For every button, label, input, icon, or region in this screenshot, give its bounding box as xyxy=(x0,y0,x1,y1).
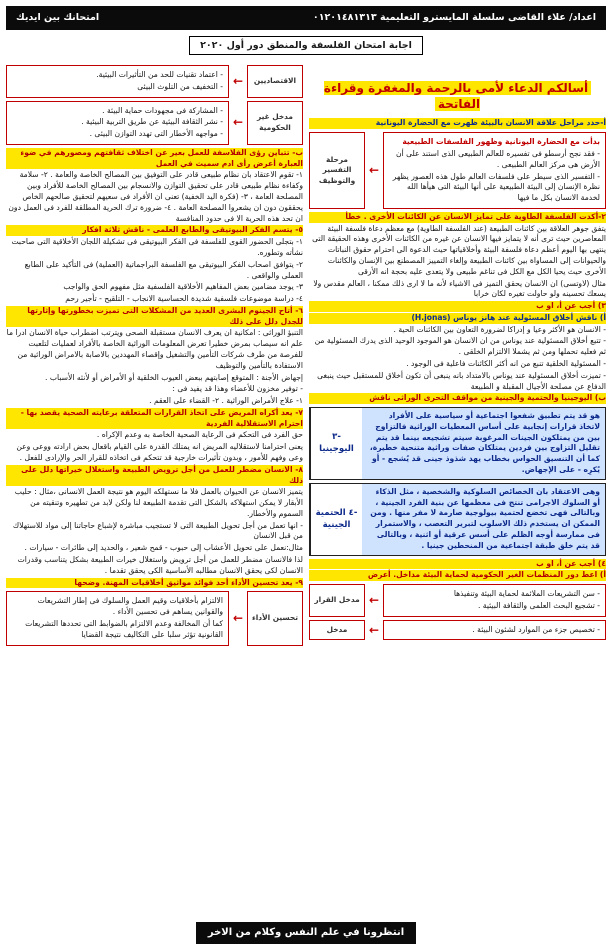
eugenics-row xyxy=(309,407,606,480)
performance-arrow-icon: ← xyxy=(232,610,244,625)
q7-item-2: يعنى احترامنا لاستقلاليه المريض انه يمتلك القدرة على القيام باقعال بحض ارادته ووعى وعن وعى وفهم للأمور ، وبدون تأثيرات خارجية قد تتحكم فى اتخاذه للقرار الحر والإرادى للفعل . xyxy=(16,442,303,462)
ngo-item-3: - مواجهه الأخطار التى تهدد التوازن البيئى . xyxy=(89,129,223,139)
ngo-item-2: - نشر الثقافة البيئية عن طريق التربية البيئية . xyxy=(81,117,223,127)
genetic-determinism-text: وهى الاعتقاد بان الخصائص السلوكية والشخصية ، مثل الذكاء أو السلوك الاجرامى تنتج فى معظمها عن بنية الفرد الجينية ، وبالتالى فهى تخضع لحتمية بيولوجية صارمة لا مفر منها . ومن الممكن ان يستخدم ذلك الاسلوب لتبرير التعصب ، والاستمرار فى ممارسة أوجه الظلم على أسس عرقية أو اثنية ، وبالتالى قد يتم خلق طبقة اجتماعية من المنحطين جينيا . xyxy=(362,484,605,555)
stage-box-label: مرحلة التفسير والتوظيف xyxy=(309,132,365,209)
q7-text: ٧- يعد أكراه المريض على اتخاذ القرارات المتعلقة برعايته الصحية يقصد بها - احترام الاستقلالية الفردية xyxy=(6,408,303,430)
header-exam: امتحانك بين ايديك xyxy=(16,12,100,24)
footer-text: انتظرونا في علم النفس وكلام من الاخر xyxy=(196,922,416,944)
economists-box xyxy=(6,65,303,98)
decision-box-label: مدخل القرار xyxy=(309,584,365,617)
title-wrap xyxy=(6,36,606,58)
economists-label: الاقتصاديين xyxy=(247,65,303,98)
q6-item-2: إجهاض الأجنة : المتوقع إصابتهم ببعض العيوب الخلقية أو الأمراض أو لأنثه الأسباب . xyxy=(45,372,303,382)
dua-title-text: أسالكم الدعاء لأمى بالرحمة والمغفرة وقراءة الفاتحة xyxy=(324,81,591,111)
decision-item-2: - تشجيع البحث العلمى والثقافة البيئية . xyxy=(477,600,600,610)
economists-arrow-icon: ← xyxy=(232,73,244,88)
entry-arrow-icon: ← xyxy=(368,622,380,637)
q7-item-1: حق الفرد فى التحكم فى الرعاية الصحية الخاصة به وعدم الإكراه . xyxy=(96,430,303,440)
decision-item-1: - سن التشريعات الملائمة لحماية البيئة وتنفيذها xyxy=(453,589,600,599)
q9-text: ٩- يعد تحسين الأداء أحد فوائد مواثيق أخلاقيات المهنة. وضحها xyxy=(6,578,303,589)
q3a-item-2: - تتبع أخلاق المسئولية عند يوناس من ان الانسان هو الموجود الوحيد الذى يدرك المسئولية من ثم فعليه تحملها ومن ثم يشملا الالتزام الخلقى . xyxy=(314,336,606,357)
eugenics-text: هو قد يتم تطبيق شفعوا اجتماعية أو سياسية على الأفراد لاتخاذ قرارات إنجابية على أساس المعطيات الوراثية فالتزاوج بين من يمتلكون الجينات المرغوبة سيتم تشجيعه بينما قد يتم تقليل التزاوج بين فردين يمتلكان صفات وراثية متنحية خطيرة، كما أن التنسيق الحواس بخطاب يهد شذوذ جينى قد يُشجع - أو يُكرِه - على الإجهاض. xyxy=(362,408,605,479)
q3-text: ٣) أجب عن أ، او ب xyxy=(309,301,606,312)
performance-item-1: الالتزام بأخلاقيات وقيم العمل والسلوك فى إطار التشريعات والقوانين يساهم فى تحسين الأداء . xyxy=(37,596,223,617)
q6-item-1: التنبؤ الوراثى : امكانية ان يعرف الانسان مستقبلة الصحى ويترتب اضطراب حياة الانسان ادرا ما علم انه سيصاب بمرض خطيرا تعرض المعلومات الوراثية الخاصة بالأفراد لعمليات لتلعبت للفرصة من طرف شركات التأمين والتشغيل وإقصاء المهددين بالاصابة بالامراض الوراثية من الاستفادة بالتأمين والتوظيف xyxy=(6,328,303,370)
q6-item-4: ١- علاج الأمراض الوراثية . ٢- القضاء على العقم . xyxy=(149,396,303,406)
eugenics-label: -٣ اليوجينيا xyxy=(310,408,362,479)
stage-box-content xyxy=(383,132,606,209)
right-column xyxy=(309,62,606,649)
q8-item-3: مثال:نعمل على تحويل الأعشاب إلى حبوب - قمح شعير ، والحديد إلى طائرات - سيارات . xyxy=(24,543,303,553)
smith-text: ١- تقوم الاعتقاد بان نظام طبيعى قادر على التوفيق بين المصالح الخاصة والعامة . ٢- سلامة وكفاءة نظام طبيعى قادر على تحقيق التوازن والانسجام بين المصالح الخاصة للأفراد وبين المصلحة العامة ، ٣- (فكرة اليد الخفية) تعنى ان الأفراد فى سعيهم لتحقيق صالحهم الخاص يحققون دون ان يشعروا المصلحة العامة . ٤- ضرورة ترك الحرية المطلقة للفرد فى العمل دون ان تحد هذه الحرية الا فى حدود المنافسة xyxy=(8,170,303,223)
q2-item-2: مثال (لاوتسى) ان الانسان يحقق التميز فى الاشياء لأنه ما لا ارى ذلك ممكنا ، العالم مقدس ولا يسعك تحسينه ولو حاولت تغيره لكان خرابا xyxy=(313,278,606,299)
entry-box xyxy=(309,620,606,641)
q3a-text: أ) ناقش أخلاق المسئولية عند هانز يوناس (H.jonas) xyxy=(309,313,606,324)
q4-text: ٤) أجب عن أ، او ب xyxy=(309,559,606,570)
entry-box-content xyxy=(383,620,606,641)
dua-title xyxy=(309,80,606,112)
q5-item-3: ٣- يوجد مضامين بعض المفاهيم الأخلاقية الفلسفية مثل مفهوم الحق والواجب xyxy=(63,282,303,292)
q-b-text: ب- تتباين رؤى الفلاسفة للعمل بعير عن اختلاف ثقافتهم ومصورهم في ضوء العبارة أعرض رأى ادم سميث في العمل xyxy=(6,148,303,170)
q6-item-3: - توفير مخزون للأعضاء وهذا قد يفيد فى : xyxy=(172,384,303,394)
economists-item-1: - اعتماد تقنيات للحد من التأثيرات البيئية. xyxy=(96,70,223,79)
left-column xyxy=(6,62,303,649)
stage-item-1: بدأت مع الحضارة اليونانية وظهور الفلسفات الطبيعية xyxy=(402,137,600,147)
q2-item-1: يتفق جوهر العلاقة بين كائنات الطبيعة (عند الفلسفة الطاوية) مع معظم دعاة فلسفة البيئة المعاصرين حيث ترى أنه لا يتمايز فيها الانسان عن غيره من الكائنات الأخرى وهذه الحقيقة التى ينتهى بها اليوم أعظم دعاة فلسفة البيئة وأخلاقياتها حيث الدعوة الى احترام حقوق النباتات والحيوانات إلى المساواة بين كائنات الطبيعة وإلغاء التمييز المصطنع بين الإنسان والكائنات الأخرى حيث يحيا الكل مع الكل فى تناغم طبيعى ولا يتعدى عليه بحجة انه الأرقى xyxy=(312,223,606,276)
decision-box xyxy=(309,584,606,617)
q8-item-1: يتميز الانسان عن الحيوان بالعمل فلا ما نستهلكه اليوم هو نتيجة العمل الانسانى ،مثال : حليب الأبقار لا يمكن استهلاكه بالشكل التى تقدمة الطبيعة لنا ولكن لابد من تطهيره وتنقيته من السموم والأخطار. xyxy=(14,487,303,518)
q3b-text: ب) اليوجينيا والحتمية والجينية من مواقف التحرى الوراثى ناقش xyxy=(309,393,606,404)
q1a-text: أ-حدد مراحل علاقة الانسان بالبيئة ظهرت مع الحضارة اليونانية xyxy=(309,118,606,129)
entry-box-label: مدخل xyxy=(309,620,365,641)
columns xyxy=(6,62,606,649)
q5-item-1: ١- بتجلى الحضور القوى للفلسفة فى الفكر البيوتيقى فى تشكيلة اللجان الأخلاقية التى صاحبت نشأته وتطوره. xyxy=(11,237,303,257)
genetic-determinism-row xyxy=(309,483,606,556)
decision-box-content xyxy=(383,584,606,617)
economists-item-2: - التخفيف من التلوث البيئى xyxy=(137,81,223,91)
q5-item-4: ٤- دراسة موضوعات فلسفية شديدة الحساسية الانجاب - التلقيح - تأجير رحم xyxy=(65,294,303,304)
economists-content xyxy=(6,65,229,98)
q5-text: ٥- يتسم الفكر البيوتيقى والطابع العلمى - ناقش ثلاثة افكار xyxy=(6,225,303,236)
header-bar xyxy=(6,6,606,30)
stage-item-2: - فقد نجح أرسطو فى تفسيره للعالم الطبيعى الذى استند على أن الأرض هى مركز العالم الطبيعى . xyxy=(396,148,600,169)
q5-item-2: ٢- يتوافق اصحاب الفكر البيوتيقى مع الفلسفة البراجماتية (العملية) فى التأكيد على الطابع العملى والواقعى . xyxy=(24,259,303,280)
q8-text: ٨- الانسان مضطر للعمل من أجل ترويض الطبيعة واستغلال خيراتها دلل على ذلك xyxy=(6,465,303,487)
performance-content xyxy=(6,591,229,645)
entry-item-1: - تخصيص جزء من الموارد لشئون البيئة . xyxy=(472,624,600,634)
q2-text: ٢-أكدت الفلسفة الطاوية على تمايز الانسان عن الكائنات الأخرى . خطأ xyxy=(309,212,606,223)
q8-item-2: - انها تعمل من أجل تحويل الطبيعة التى لا تستجيب مباشرة لإشباع حاجاتنا إلى مواد للاستهلاك من قبل الانسان xyxy=(12,520,303,541)
page-title: اجابة امتحان الفلسفة والمنطق دور أول ٢٠٢٠ xyxy=(189,36,423,55)
stage-box xyxy=(309,132,606,209)
stage-arrow-icon: ← xyxy=(368,162,380,177)
q6-text: ٦- أتاح الجينوم البشرى العديد من المشكلات التى تميزت بخطورتها وإثارتها للجدل دلل على ذلك xyxy=(6,306,303,328)
footer xyxy=(0,922,612,944)
performance-box xyxy=(6,591,303,645)
ngo-content xyxy=(6,101,229,145)
stage-item-3: - التفسير الذى سيطر على فلسفات العالم طول هذه العصور يظهر نظرة الإنسان إلى البيئة الطبيعية على أنها البيئة التى هيأها الله لخدمة الانسان بكل ما فيها xyxy=(392,171,600,203)
performance-item-2: كما أن المخالفة وعدم الالتزام بالضوابط التى تحددها التشريعات القانونية تؤثر سلبا على التكاليف نتيجة القضايا xyxy=(25,618,223,639)
ngo-item-1: - المشاركة فى مجهودات حماية البيئة . xyxy=(102,105,223,115)
ngo-box xyxy=(6,101,303,145)
q3a-item-3: - المسئولية الخلقية تنبع من انه أكثر الكائنات فاعلية فى الوجود . xyxy=(406,359,606,368)
q8-item-4: لذا فالانسان مضطر للعمل من أجل ترويض واستغلال خيرات الطبيعة بشكل يتناسب وقدرات الانسان لكى يحقق الانسان مطالبه الأساسية الكى يحقق تقدما . xyxy=(17,555,303,575)
q3a-item-1: - الانسان هو الأكثر وعيا و إدراكا لضرورة التعاون بين الكائنات الحية . xyxy=(393,324,606,334)
q4a-text: أ) اعط دور المنظمات الغير الحكومية لحماية البيئة مداخل. أعرض xyxy=(309,570,606,581)
header-author: اعداد/ علاء القاضى سلسلة المايسترو التعليمية ٠١٢٠١٤٨١٣١٣ xyxy=(312,12,596,24)
ngo-label: مدخل غير الحكومية xyxy=(247,101,303,145)
decision-arrow-icon: ← xyxy=(368,592,380,607)
performance-label: تحسين الأداء xyxy=(247,591,303,645)
genetic-determinism-label: -٤ الحتمية الجينية xyxy=(310,484,362,555)
ngo-arrow-icon: ← xyxy=(232,115,244,130)
q3a-item-4: - تميزت أخلاق المسئولية عند يوناس بالامتداد بانه ينبغى أن تكون أخلاق للمستقبل حيث ينبغى الدفاع عن مصلحة الأجيال المقبلة و الطبيعة xyxy=(317,370,606,391)
